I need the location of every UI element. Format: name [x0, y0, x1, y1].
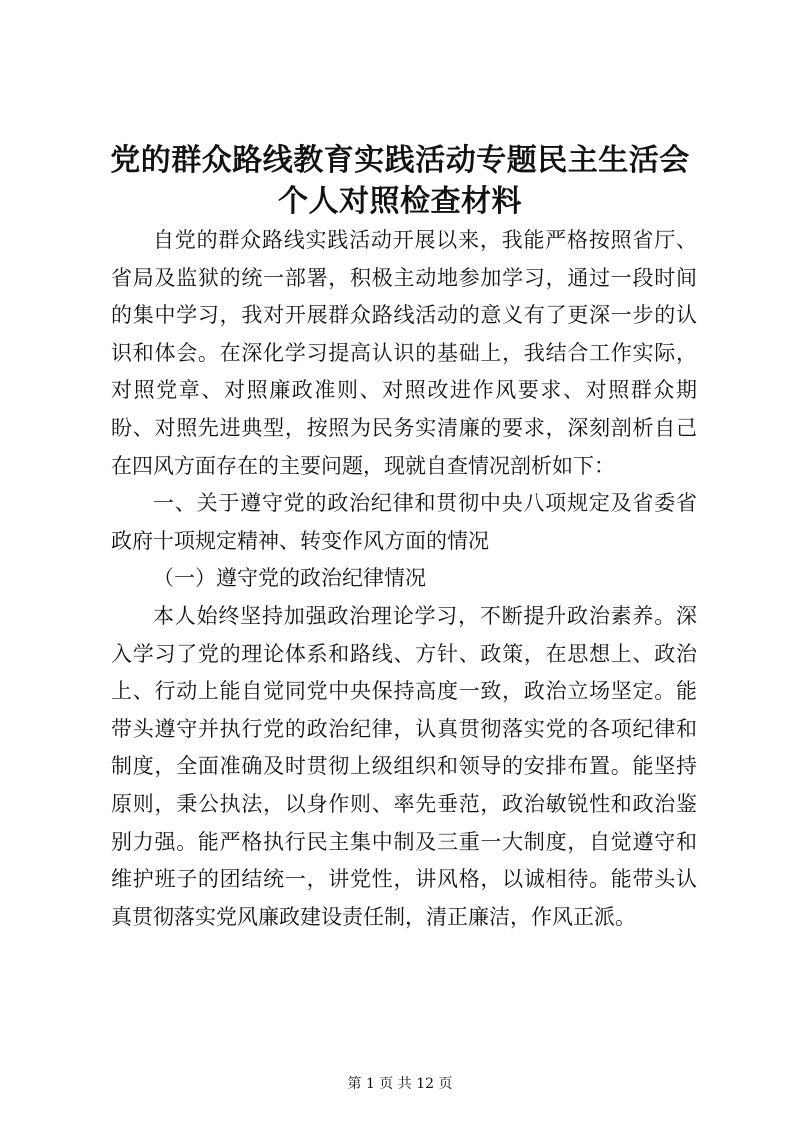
section-heading: 一、关于遵守党的政治纪律和贯彻中央八项规定及省委省政府十项规定精神、转变作风方面的情况 — [111, 491, 697, 553]
document-body — [111, 222, 697, 936]
subsection-heading: （一）遵守党的政治纪律情况 — [153, 566, 426, 591]
document-title: 党的群众路线教育实践活动专题民主生活会个人对照检查材料 — [110, 143, 690, 219]
intro-paragraph: 自党的群众路线实践活动开展以来，我能严格按照省厅、省局及监狱的统一部署，积极主动地参加学习，通过一段时间的集中学习，我对开展群众路线活动的意义有了更深一步的认识和体会。在深化学习提高认识的基础上，我结合工作实际，对照党章、对照廉政准则、对照改进作风要求、对照群众期盼、对照先进典型，按照为民务实清廉的要求，深刻剖析自己在四风方面存在的主要问题，现就自查情况剖析如下： — [111, 228, 697, 478]
page-number-footer: 第 1 页 共 12 页 — [347, 1076, 453, 1092]
subsection-paragraph: 本人始终坚持加强政治理论学习，不断提升政治素养。深入学习了党的理论体系和路线、方针、政策，在思想上、政治上、行动上能自觉同党中央保持高度一致，政治立场坚定。能带头遵守并执行党的政治纪律，认真贯彻落实党的各项纪律和制度，全面准确及时贯彻上级组织和领导的安排布置。能坚持原则，秉公执法，以身作则、率先垂范，政治敏锐性和政治鉴别力强。能严格执行民主集中制及三重一大制度，自觉遵守和维护班子的团结统一，讲党性，讲风格，以诚相待。能带头认真贯彻落实党风廉政建设责任制，清正廉洁，作风正派。 — [111, 603, 697, 929]
